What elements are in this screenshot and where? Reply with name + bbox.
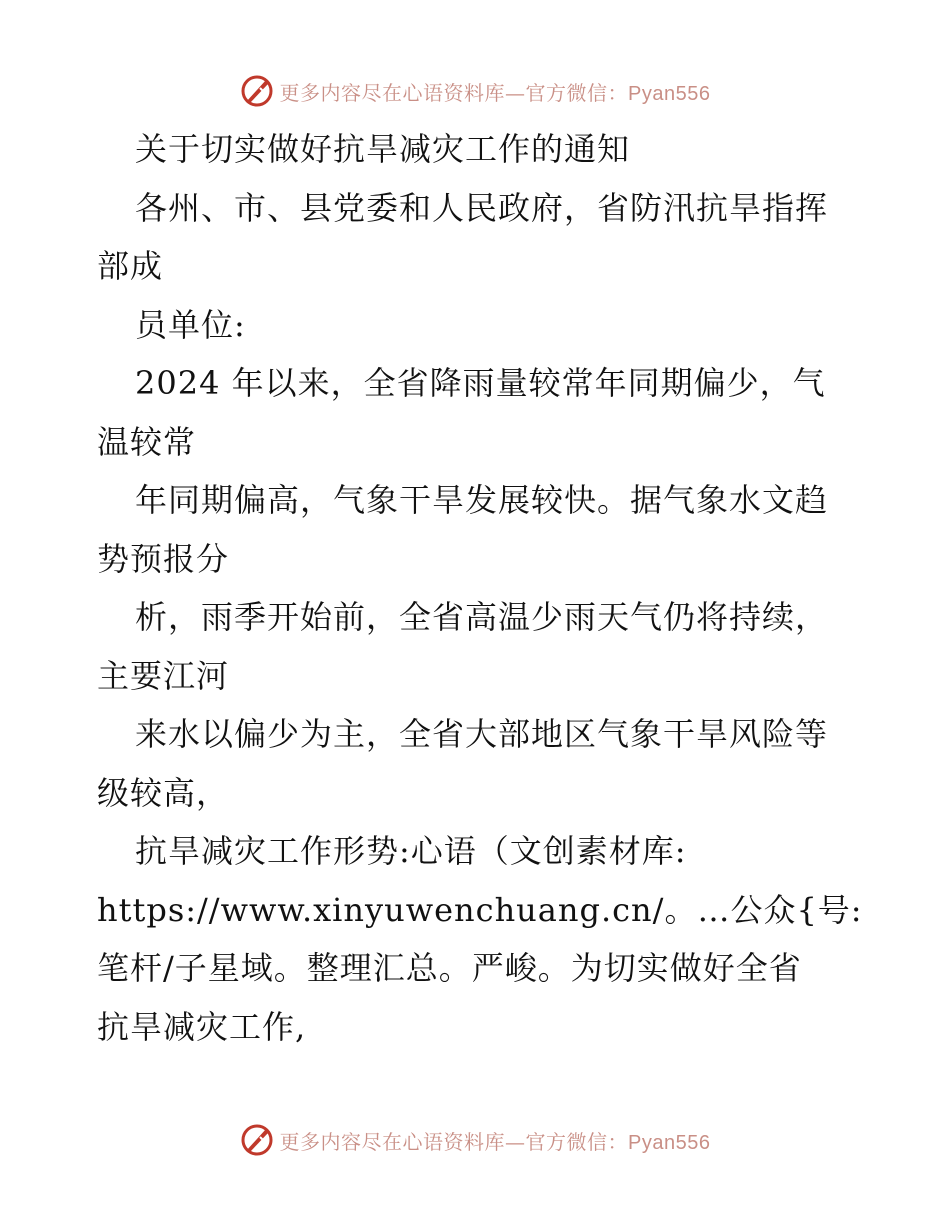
watermark-text [280,77,711,106]
footer-watermark [0,1120,950,1160]
quill-pen-logo-icon [240,74,274,108]
document-line: 各州、市、县党委和人民政府，省防汛抗旱指挥 [135,188,829,227]
document-line: 年同期偏高，气象干旱发展较快。据气象水文趋 [135,481,829,519]
document-line: https://www.xinyuwenchuang.cn/。…公众{号: [97,890,863,929]
document-line: 笔杆/子星域。整理汇总。严峻。为切实做好全省 [97,949,802,987]
document-line: 温较常 [97,422,197,461]
document-line: 析，雨季开始前，全省高温少雨天气仍将持续， [135,598,829,636]
watermark-text [280,1126,711,1155]
document-line: 来水以偏少为主，全省大部地区气象干旱风险等 [135,715,829,753]
watermark-site-text: 更多内容尽在心语资料库—官方微信： [279,1129,629,1154]
header-watermark [0,71,950,111]
document-line: 级较高， [97,773,230,812]
document-line: 部成 [97,247,164,285]
watermark-wechat-id: Pyan556 [628,1131,711,1154]
document-line: 关于切实做好抗旱减灾工作的通知 [135,130,631,168]
document-line: 员单位: [135,305,246,344]
document-line: 抗旱减灾工作, [97,1007,307,1046]
document-line: 势预报分 [97,539,230,578]
watermark-wechat-id: Pyan556 [628,82,711,105]
document-line: 抗旱减灾工作形势:心语（文创素材库: [135,832,687,870]
document-body [97,120,867,1056]
document-line: 2024 年以来，全省降雨量较常年同期偏少，气 [135,364,826,402]
quill-pen-logo-icon [240,1123,274,1157]
document-line: 主要江河 [97,656,230,695]
watermark-site-text: 更多内容尽在心语资料库—官方微信： [279,80,629,105]
